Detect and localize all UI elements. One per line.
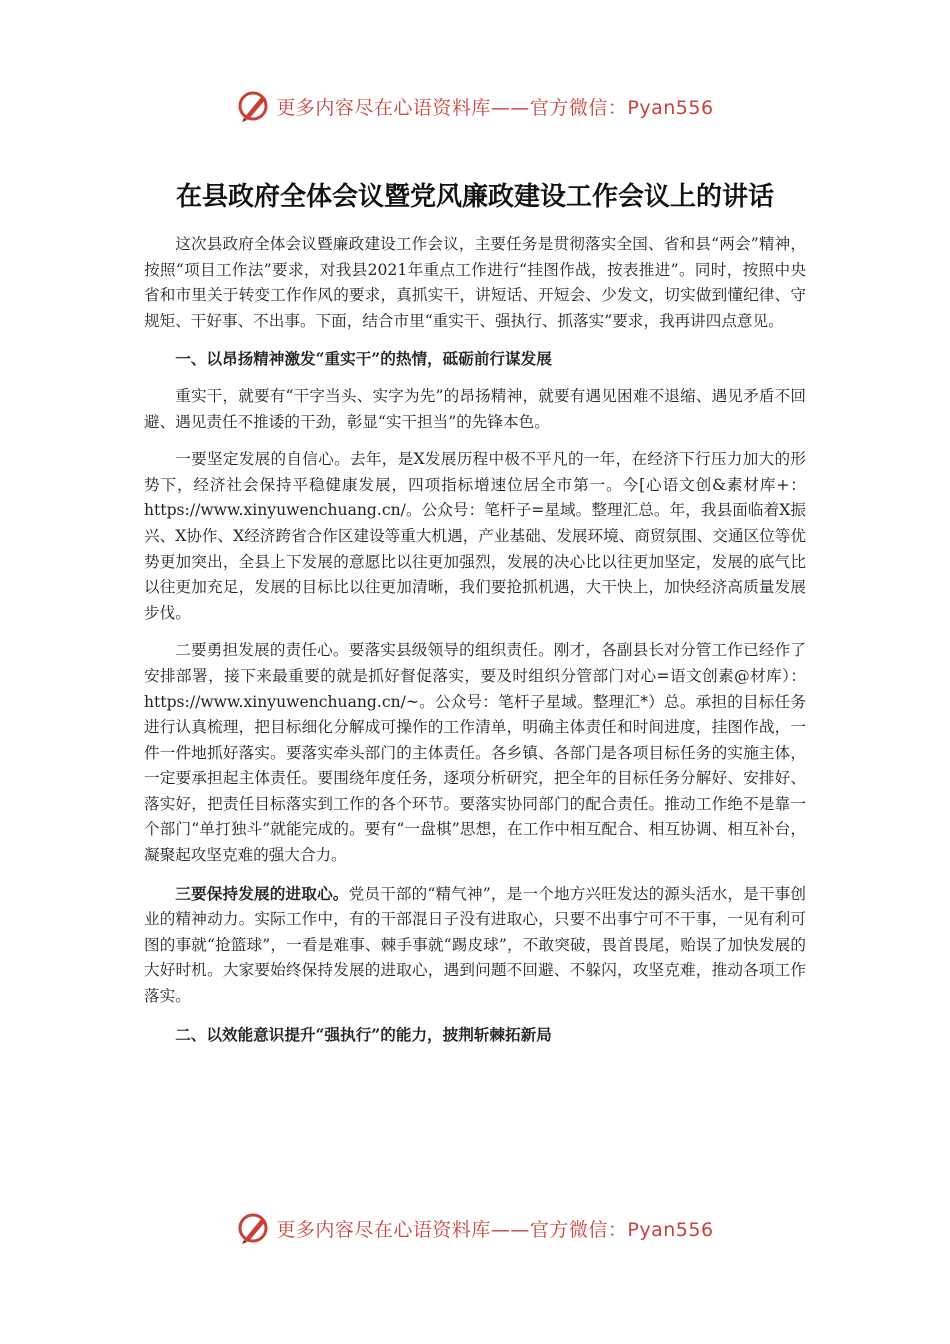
- paragraph-confidence: 一要坚定发展的自信心。去年，是X发展历程中极不平凡的一年，在经济下行压力加大的形势下，经济社会保持平稳健康发展，四项指标增速位居全市第一。今[心语文创&素材库+：https://www.xinyuwenchuang.cn/。公众号：笔杆子=星域。整理汇总。年，我县面临着X振兴、X协作、X经济跨省合作区建设等重大机遇，产业基础、发展环境、商贸氛围、交通区位等优势更加突出，全县上下发展的意愿比以往更加强烈，发展的决心比以往更加坚定，发展的底气比以往更加充足，发展的目标比以往更加清晰，我们要抢抓机遇，大干快上，加快经济高质量发展步伐。: [144, 450, 806, 622]
- banner-text: 更多内容尽在心语资料库——官方微信：Pyan556: [276, 1218, 714, 1241]
- article-body: [144, 232, 806, 1059]
- paragraph-lead-bold: 三要保持发展的进取心。: [175, 883, 349, 903]
- footer-banner: [0, 1208, 950, 1248]
- section-heading-1: 一、以昂扬精神激发“重实干”的热情，砥砺前行谋发展: [175, 349, 552, 369]
- paragraph-enterprise: [144, 881, 806, 1010]
- paragraph-responsibility: 二要勇担发展的责任心。要落实县级领导的组织责任。刚才，各副县长对分管工作已经作了安排部署，接下来最重要的就是抓好督促落实，要及时组织分管部门对心=语文创素@材库）：https://www.xinyuwenchuang.cn/~。公众号：笔杆子星域。整理汇*）总。承担的目标任务进行认真梳理，把目标细化分解成可操作的工作清单，明确主体责任和时间进度，挂图作战，一件一件地抓好落实。要落实牵头部门的主体责任。各乡镇、各部门是各项目标任务的实施主体，一定要承担起主体责任。要围绕年度任务，逐项分析研究，把全年的目标任务分解好、安排好、落实好，把责任目标落实到工作的各个环节。要落实协同部门的配合责任。推动工作绝不是靠一个部门“单打独斗”就能完成的。要有“一盘棋”思想，在工作中相互配合、相互协调、相互补台，凝聚起攻坚克难的强大合力。: [144, 641, 806, 865]
- pen-logo-icon: [236, 88, 272, 124]
- paragraph-enterprise-text: 党员干部的“精气神”，是一个地方兴旺发达的源头活水，是干事创业的精神动力。实际工作中，有的干部混日子没有进取心，只要不出事宁可不干事，一见有利可图的事就“抢篮球”，一看是难事、棘手事就“踢皮球”，不敢突破，畏首畏尾，贻误了加快发展的大好时机。大家要始终保持发展的进取心，遇到问题不回避、不躲闪，攻坚克难，推动各项工作落实。: [144, 884, 806, 1006]
- section-heading-2: 二、以效能意识提升“强执行”的能力，披荆斩棘拓新局: [175, 1024, 552, 1044]
- banner-text: 更多内容尽在心语资料库——官方微信：Pyan556: [276, 96, 714, 119]
- pen-logo-icon: [236, 1210, 272, 1246]
- page-title: 在县政府全体会议暨党风廉政建设工作会议上的讲话: [175, 182, 774, 212]
- paragraph-shigan: 重实干，就要有“干字当头、实字为先”的昂扬精神，就要有遇见困难不退缩、遇见矛盾不回避、遇见责任不推诿的干劲，彰显“实干担当”的先锋本色。: [144, 386, 806, 431]
- paragraph-intro: 这次县政府全体会议暨廉政建设工作会议，主要任务是贯彻落实全国、省和县“两会”精神，按照“项目工作法”要求，对我县2021年重点工作进行“挂图作战，按表推进”。同时，按照中央省和市里关于转变工作作风的要求，真抓实干，讲短话、开短会、少发文，切实做到懂纪律、守规矩、干好事、不出事。下面，结合市里“重实干、强执行、抓落实”要求，我再讲四点意见。: [144, 235, 806, 330]
- header-banner: [0, 86, 950, 126]
